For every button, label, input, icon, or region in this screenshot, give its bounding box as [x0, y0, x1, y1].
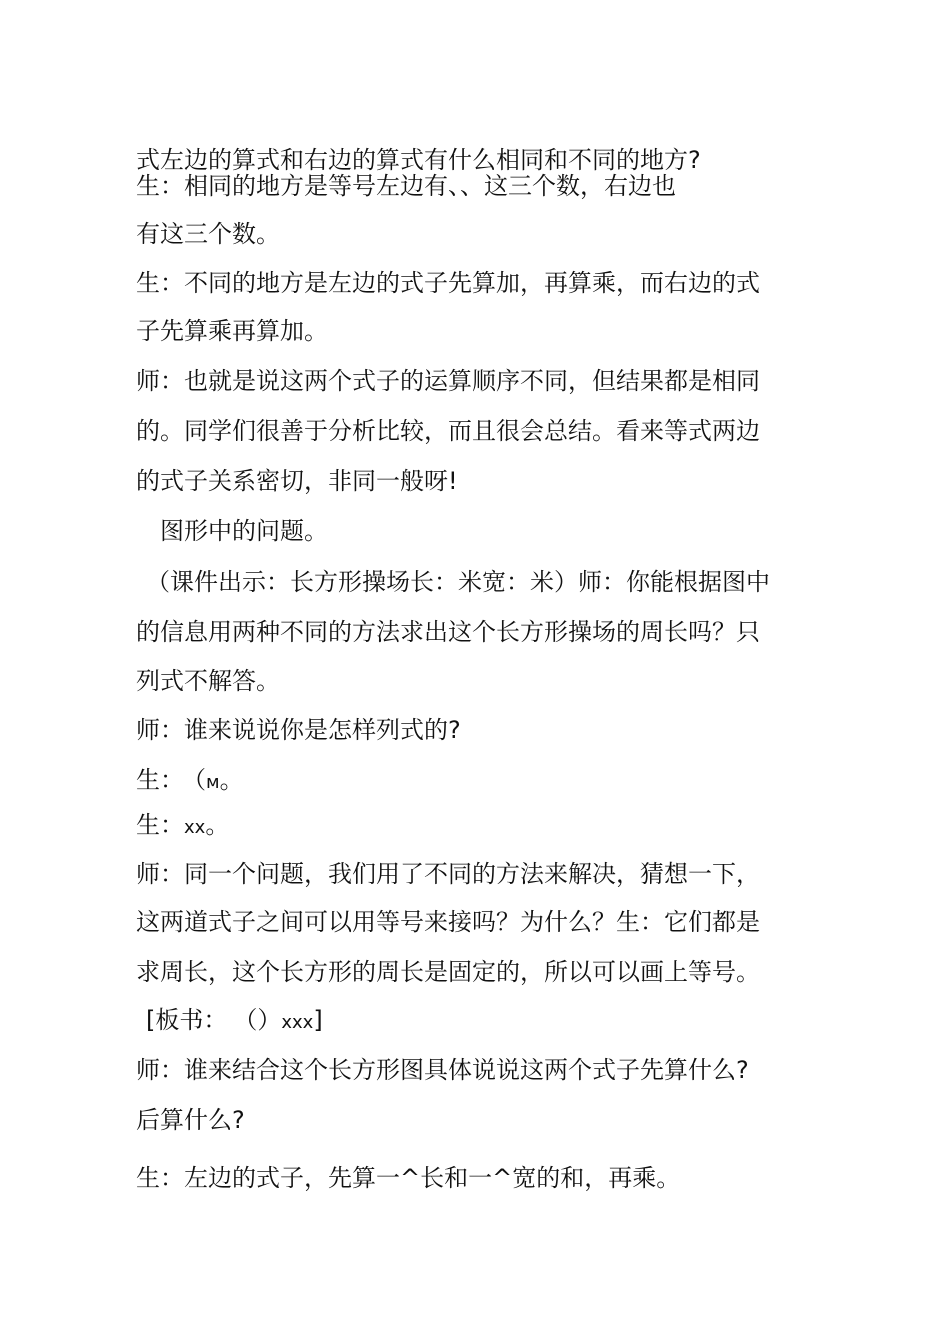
text-line-4: 生：不同的地方是左边的式子先算加，再算乘，而右边的式	[136, 269, 760, 297]
text-line-5: 子先算乘再算加。	[136, 317, 328, 345]
text-line-22: 生：左边的式子，先算一^长和一^宽的和，再乘。	[136, 1164, 681, 1192]
parens: （）	[245, 1006, 282, 1034]
small-text: xxx	[281, 1012, 314, 1033]
text-line-12: 列式不解答。	[136, 667, 280, 695]
text-line-8: 的式子关系密切，非同一般呀!	[136, 467, 458, 495]
board-note	[146, 1005, 323, 1038]
small-text: xx	[184, 817, 206, 838]
line-end: 。	[205, 811, 230, 839]
text-line-6: 师：也就是说这两个式子的运算顺序不同，但结果都是相同	[136, 367, 760, 395]
text-line-17: 这两道式子之间可以用等号来接吗？为什么？生：它们都是	[136, 908, 760, 936]
text-line-1: 式左边的算式和右边的算式有什么相同和不同的地方?	[136, 146, 701, 174]
text-line-16: 师：同一个问题，我们用了不同的方法来解决，猜想一下，	[136, 860, 760, 888]
line-end: 。	[219, 766, 244, 794]
close-bracket: ]	[313, 1006, 323, 1034]
board-label: [板书：	[146, 1006, 228, 1034]
small-text: м	[206, 772, 220, 793]
text-line-11: 的信息用两种不同的方法求出这个长方形操场的周长吗？只	[136, 618, 760, 646]
open-paren: （	[194, 766, 206, 794]
speaker-label: 生：	[136, 811, 184, 839]
text-line-20: 师：谁来结合这个长方形图具体说说这两个式子先算什么?	[136, 1056, 749, 1084]
text-line-15	[136, 810, 229, 843]
speaker-label: 生：	[136, 766, 184, 794]
text-line-2: 生：相同的地方是等号左边有、、这三个数，右边也	[136, 172, 676, 200]
section-heading: 图形中的问题。	[160, 517, 328, 545]
text-line-10: （课件出示：长方形操场长：米宽：米）师：你能根据图中	[146, 568, 770, 596]
text-line-13: 师：谁来说说你是怎样列式的?	[136, 716, 461, 744]
text-line-3: 有这三个数。	[136, 220, 280, 248]
text-line-18: 求周长，这个长方形的周长是固定的，所以可以画上等号。	[136, 958, 760, 986]
text-line-14	[136, 765, 244, 798]
text-line-7: 的。同学们很善于分析比较，而且很会总结。看来等式两边	[136, 417, 760, 445]
text-line-21: 后算什么?	[136, 1106, 245, 1134]
